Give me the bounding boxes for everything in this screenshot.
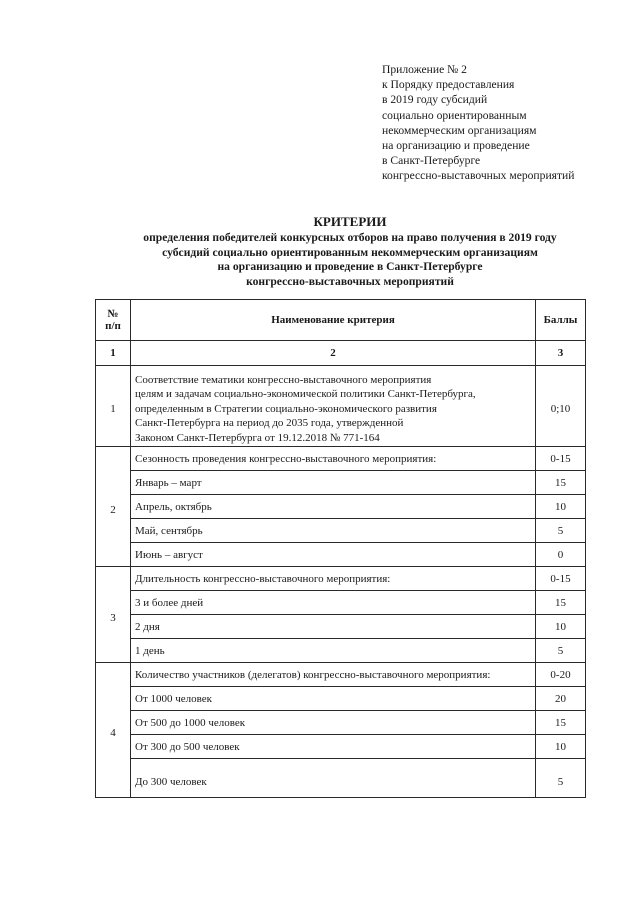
appendix-line: социально ориентированным bbox=[382, 108, 527, 122]
option-points: 10 bbox=[536, 495, 586, 519]
document-title bbox=[60, 214, 640, 289]
table-row-option bbox=[96, 543, 586, 567]
table-row-criterion-3 bbox=[96, 567, 586, 591]
index-cell: 3 bbox=[536, 341, 586, 366]
table-row-option bbox=[96, 495, 586, 519]
title-line: конгрессно-выставочных мероприятий bbox=[246, 274, 454, 288]
option-label: От 300 до 500 человек bbox=[131, 735, 536, 759]
header-num-line1: № bbox=[107, 308, 119, 320]
criterion-name: Длительность конгрессно-выставочного мероприятия: bbox=[131, 567, 536, 591]
criterion-points: 0;10 bbox=[536, 366, 586, 447]
criterion-name-line: Санкт-Петербурга на период до 2035 года, утвержденной bbox=[135, 417, 404, 430]
appendix-line: к Порядку предоставления bbox=[382, 78, 515, 92]
criterion-name bbox=[131, 366, 536, 447]
index-cell: 2 bbox=[131, 341, 536, 366]
option-points: 10 bbox=[536, 735, 586, 759]
table-row-option bbox=[96, 759, 586, 798]
title-line: субсидий социально ориентированным некоммерческим организациям bbox=[162, 245, 538, 259]
criterion-number: 3 bbox=[96, 567, 131, 663]
table-row-option bbox=[96, 687, 586, 711]
appendix-line: конгрессно-выставочных мероприятий bbox=[382, 169, 575, 183]
criterion-name-line: определенным в Стратегии социально-экономического развития bbox=[135, 402, 437, 415]
table-index-row bbox=[96, 341, 586, 366]
option-points: 15 bbox=[536, 711, 586, 735]
table-row-option bbox=[96, 711, 586, 735]
index-cell: 1 bbox=[96, 341, 131, 366]
criteria-table bbox=[95, 299, 586, 798]
option-label: От 1000 человек bbox=[131, 687, 536, 711]
appendix-line: Приложение № 2 bbox=[382, 63, 467, 76]
title-line: определения победителей конкурсных отборов на право получения в 2019 году bbox=[143, 231, 557, 244]
option-label: Май, сентябрь bbox=[131, 519, 536, 543]
criterion-name: Сезонность проведения конгрессно-выставочного мероприятия: bbox=[131, 447, 536, 471]
option-label: 3 и более дней bbox=[131, 591, 536, 615]
criterion-points: 0-15 bbox=[536, 447, 586, 471]
table-row-option bbox=[96, 591, 586, 615]
table-header-row bbox=[96, 300, 586, 341]
criterion-points: 0-20 bbox=[536, 663, 586, 687]
option-points: 20 bbox=[536, 687, 586, 711]
table-row-criterion-1 bbox=[96, 366, 586, 447]
appendix-line: в 2019 году субсидий bbox=[382, 93, 488, 107]
header-num bbox=[96, 300, 131, 341]
header-points: Баллы bbox=[536, 300, 586, 341]
option-points: 10 bbox=[536, 615, 586, 639]
table-row-option bbox=[96, 519, 586, 543]
header-name: Наименование критерия bbox=[131, 300, 536, 341]
table-row-criterion-2 bbox=[96, 447, 586, 471]
criterion-number: 1 bbox=[96, 366, 131, 447]
table-row-option bbox=[96, 639, 586, 663]
appendix-line: некоммерческим организациям bbox=[382, 123, 537, 137]
option-label: До 300 человек bbox=[131, 759, 536, 798]
criterion-name-line: Законом Санкт-Петербурга от 19.12.2018 № 771-164 bbox=[135, 431, 380, 444]
option-points: 5 bbox=[536, 519, 586, 543]
option-label: От 500 до 1000 человек bbox=[131, 711, 536, 735]
table-row-option bbox=[96, 471, 586, 495]
table-row-option bbox=[96, 615, 586, 639]
appendix-line: в Санкт-Петербурге bbox=[382, 154, 481, 168]
option-points: 5 bbox=[536, 759, 586, 798]
option-points: 15 bbox=[536, 471, 586, 495]
option-label: 1 день bbox=[131, 639, 536, 663]
option-points: 15 bbox=[536, 591, 586, 615]
table-row-option bbox=[96, 735, 586, 759]
criterion-name-line: Соответствие тематики конгрессно-выставочного мероприятия bbox=[135, 373, 432, 386]
table-row-criterion-4 bbox=[96, 663, 586, 687]
option-label: 2 дня bbox=[131, 615, 536, 639]
criterion-name-line: целям и задачам социально-экономической политики Санкт-Петербурга, bbox=[135, 388, 476, 401]
criterion-points: 0-15 bbox=[536, 567, 586, 591]
option-label: Январь – март bbox=[131, 471, 536, 495]
criterion-number: 2 bbox=[96, 447, 131, 567]
option-points: 0 bbox=[536, 543, 586, 567]
criterion-number: 4 bbox=[96, 663, 131, 798]
header-num-line2: п/п bbox=[105, 320, 121, 332]
appendix-line: на организацию и проведение bbox=[382, 139, 530, 153]
title-line: на организацию и проведение в Санкт-Петербурге bbox=[217, 260, 483, 274]
appendix-header bbox=[382, 62, 632, 184]
title-main: КРИТЕРИИ bbox=[313, 214, 387, 229]
option-points: 5 bbox=[536, 639, 586, 663]
title-subtitle bbox=[60, 231, 640, 289]
option-label: Июнь – август bbox=[131, 543, 536, 567]
option-label: Апрель, октябрь bbox=[131, 495, 536, 519]
criterion-name: Количество участников (делегатов) конгрессно-выставочного мероприятия: bbox=[131, 663, 536, 687]
